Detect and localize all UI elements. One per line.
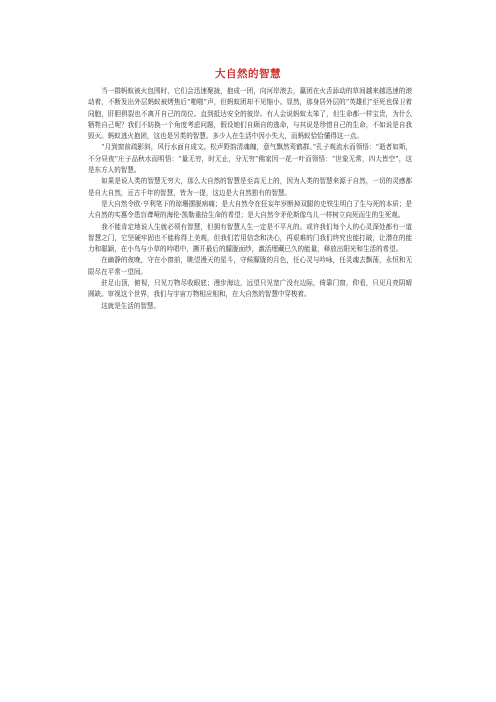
paragraph-8: 这就是生活的智慧。 — [101, 301, 161, 310]
paragraph-6: 在幽静的夜晚，守在小窗前，眺望漫天的星斗，守候朦胧的月色，任心灵与吟咏，任灵魂去飘荡，永恒和无限尽在平常一望间。 — [88, 256, 412, 276]
document-body — [88, 86, 412, 312]
paragraph-2: “月到窗前疏影斜，风行水面自成文。松声野韵清魂魄，意气飘然鸾鹤群。”孔子观流水而领悟：“逝者如斯，不分昼夜”庄子品秋水而明悟：“量无穷，时无止，分无穷”佛家因一花一叶而领悟：“世象无常，四大皆空”，这是东方人的智慧。 — [88, 143, 412, 175]
paragraph-7: 驻足山顶，俯视，只见万物尽收眼底；漫步海边，远望只见宽广没有边际，倚靠门窗，仰看，只见月亮阴晴圆缺。审视这个世界，我们与宇宙万物相应相和，在大自然的智慧中穿梭着。 — [88, 279, 412, 299]
paragraph-1: 当一群蚂蚁被火包围时，它们会迅速聚拢，抱成一团，向河岸滚去，赢团在火舌舔动的草间越来越迅速的滚动着，不断发出外层蚂蚁被烤焦后“啪啪”声，但蚂蚁团却不见缩小。显然，那身居外层的“英雄们”至死也保卫着同胞，肝胆俱裂也不离开自己的岗位。直到抵达安全的彼岸。有人会说蚂蚁太笨了，但生命都一样宝贵，为什么牺牲自己呢？我们不妨换一个角度考虑问题，假设她们自顾自的逃命，与其说是珍惜自己的生命，不如说是自我毁灭。蚂蚁逃火抱团，这也是另类的智慧。多少人在生活中因小失大，而蚂蚁恰恰懂得这一点。 — [88, 87, 412, 141]
paragraph-3: 如果是说人类的智慧无穷大，那么大自然的智慧是至高无上的，因为人类的智慧来源于自然，一切的灵感都是自大自然，亘古千年的智慧，皆为一提，这边是大自然独有的智慧。 — [88, 177, 412, 197]
paragraph-4: 是大自然令欧·亨利笔下的琼珊摆脱病痛；是大自然令在狂妄年岁断掉双腿的史铁生明白了生与死的本质；是大自然的实惠令患盲聋哑的海伦·凯勒重拾生命的希望；是大自然令矛伦斯像鸟儿一样树立向死而生的生死观。 — [88, 199, 412, 220]
document-title: 大自然的智慧 — [215, 68, 281, 80]
paragraph-5: 我不能肯定地说人生就必须有智慧，但拥有智慧人生一定是不平凡的。或许我们每个人的心灵深处都有一道智慧之门，它坚硬牢固也不能称得上美观，但我们若用信念和决心，再艰难的门我们终究也能打破，让潜在的能力和聪颖，在小鸟与小草的吟唱中，撕开最后的朦胧面纱，激活埋藏已久的能量，释放出阳光和生活的希望。 — [88, 222, 412, 254]
